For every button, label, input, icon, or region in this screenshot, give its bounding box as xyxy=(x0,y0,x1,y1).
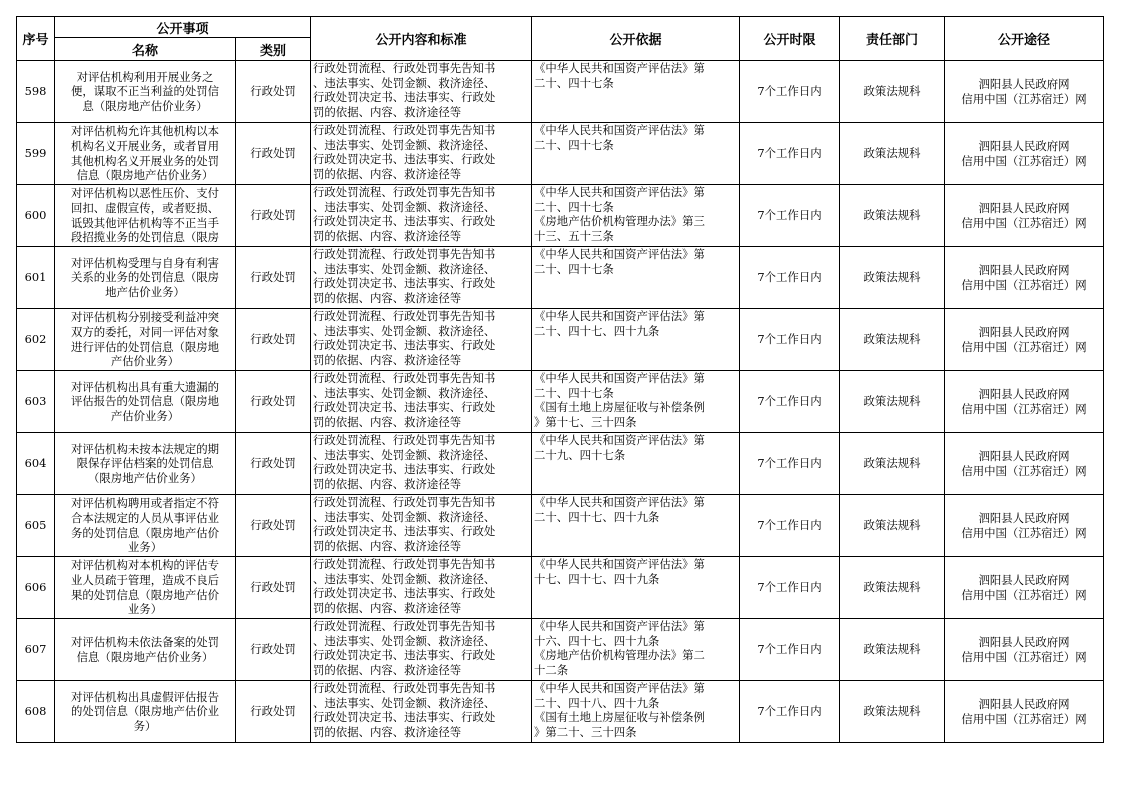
cell-channel xyxy=(945,557,1104,619)
cell-time-limit: 7个工作日内 xyxy=(740,619,840,681)
cell-name-text: 对评估机构出具虚假评估报告 的处罚信息（限房地产估价业 务） xyxy=(70,689,220,733)
cell-basis xyxy=(532,433,740,495)
cell-basis xyxy=(532,123,740,185)
cell-content-text: 行政处罚流程、行政处罚事先告知书 、违法事实、处罚金额、救济途径、 行政处罚决定书、违法事实、行政处 罚的依据、内容、救济途径等 xyxy=(313,371,496,429)
cell-channel xyxy=(945,61,1104,123)
cell-content-text: 行政处罚流程、行政处罚事先告知书 、违法事实、处罚金额、救济途径、 行政处罚决定书、违法事实、行政处 罚的依据、内容、救济途径等 xyxy=(313,309,496,367)
cell-name-text: 对评估机构未按本法规定的期 限保存评估档案的处罚信息 （限房地产估价业务） xyxy=(70,441,220,485)
cell-category: 行政处罚 xyxy=(236,619,311,681)
cell-dept: 政策法规科 xyxy=(840,557,945,619)
cell-channel xyxy=(945,185,1104,247)
table-row xyxy=(17,247,1104,309)
header-basis: 公开依据 xyxy=(532,17,740,61)
cell-content-text: 行政处罚流程、行政处罚事先告知书 、违法事实、处罚金额、救济途径、 行政处罚决定书、违法事实、行政处 罚的依据、内容、救济途径等 xyxy=(313,433,496,491)
cell-seq: 608 xyxy=(17,681,55,743)
cell-channel xyxy=(945,309,1104,371)
cell-name-text: 对评估机构对本机构的评估专 业人员疏于管理，造成不良后 果的处罚信息（限房地产估价 业务） xyxy=(70,558,220,617)
cell-dept: 政策法规科 xyxy=(840,433,945,495)
cell-seq: 603 xyxy=(17,371,55,433)
cell-name xyxy=(55,495,236,557)
header-content: 公开内容和标准 xyxy=(311,17,532,61)
cell-basis-text: 《中华人民共和国资产评估法》第 二十、四十七、四十九条 xyxy=(534,495,705,524)
table-row xyxy=(17,309,1104,371)
cell-content-text: 行政处罚流程、行政处罚事先告知书 、违法事实、处罚金额、救济途径、 行政处罚决定书、违法事实、行政处 罚的依据、内容、救济途径等 xyxy=(313,557,496,615)
cell-basis xyxy=(532,619,740,681)
cell-time-limit: 7个工作日内 xyxy=(740,185,840,247)
cell-content-text: 行政处罚流程、行政处罚事先告知书 、违法事实、处罚金额、救济途径、 行政处罚决定书、违法事实、行政处 罚的依据、内容、救济途径等 xyxy=(313,247,496,305)
cell-dept: 政策法规科 xyxy=(840,185,945,247)
cell-basis xyxy=(532,185,740,247)
cell-basis-text: 《中华人民共和国资产评估法》第 二十、四十七条 xyxy=(534,123,705,152)
table-row xyxy=(17,123,1104,185)
cell-category: 行政处罚 xyxy=(236,185,311,247)
cell-content xyxy=(311,247,532,309)
cell-content xyxy=(311,123,532,185)
header-category: 类别 xyxy=(236,38,311,61)
cell-content-text: 行政处罚流程、行政处罚事先告知书 、违法事实、处罚金额、救济途径、 行政处罚决定书、违法事实、行政处 罚的依据、内容、救济途径等 xyxy=(313,123,496,181)
cell-channel xyxy=(945,371,1104,433)
cell-time-limit: 7个工作日内 xyxy=(740,61,840,123)
cell-dept: 政策法规科 xyxy=(840,371,945,433)
cell-name xyxy=(55,185,236,247)
cell-basis xyxy=(532,557,740,619)
cell-content xyxy=(311,681,532,743)
cell-channel xyxy=(945,495,1104,557)
cell-basis xyxy=(532,61,740,123)
cell-dept: 政策法规科 xyxy=(840,309,945,371)
cell-seq: 605 xyxy=(17,495,55,557)
cell-content-text: 行政处罚流程、行政处罚事先告知书 、违法事实、处罚金额、救济途径、 行政处罚决定书、违法事实、行政处 罚的依据、内容、救济途径等 xyxy=(313,619,496,677)
cell-content xyxy=(311,619,532,681)
cell-name xyxy=(55,371,236,433)
cell-dept: 政策法规科 xyxy=(840,495,945,557)
cell-channel-text: 泗阳县人民政府网 信用中国（江苏宿迁）网 xyxy=(961,324,1087,354)
cell-category: 行政处罚 xyxy=(236,61,311,123)
cell-dept: 政策法规科 xyxy=(840,61,945,123)
cell-channel-text: 泗阳县人民政府网 信用中国（江苏宿迁）网 xyxy=(961,448,1087,478)
cell-content xyxy=(311,433,532,495)
cell-dept: 政策法规科 xyxy=(840,619,945,681)
cell-time-limit: 7个工作日内 xyxy=(740,557,840,619)
cell-channel-text: 泗阳县人民政府网 信用中国（江苏宿迁）网 xyxy=(961,634,1087,664)
cell-seq: 601 xyxy=(17,247,55,309)
cell-time-limit: 7个工作日内 xyxy=(740,371,840,433)
header-seq: 序号 xyxy=(17,17,55,61)
cell-name-text: 对评估机构受理与自身有利害 关系的业务的处罚信息（限房 地产估价业务） xyxy=(70,255,220,299)
cell-dept: 政策法规科 xyxy=(840,247,945,309)
cell-dept: 政策法规科 xyxy=(840,123,945,185)
table-row xyxy=(17,619,1104,681)
cell-basis-text: 《中华人民共和国资产评估法》第 十七、四十七、四十九条 xyxy=(534,557,705,586)
cell-channel xyxy=(945,123,1104,185)
cell-name-text: 对评估机构分别接受利益冲突 双方的委托，对同一评估对象 进行评估的处罚信息（限房地 产估价业务） xyxy=(70,310,220,369)
cell-name xyxy=(55,61,236,123)
cell-channel-text: 泗阳县人民政府网 信用中国（江苏宿迁）网 xyxy=(961,138,1087,168)
cell-basis xyxy=(532,371,740,433)
cell-name xyxy=(55,433,236,495)
cell-basis-text: 《中华人民共和国资产评估法》第 二十、四十七条 《房地产估价机构管理办法》第三 十三、五十三条 xyxy=(534,185,705,243)
cell-name xyxy=(55,681,236,743)
table-row xyxy=(17,61,1104,123)
cell-time-limit: 7个工作日内 xyxy=(740,123,840,185)
cell-name-text: 对评估机构允许其他机构以本 机构名义开展业务，或者冒用 其他机构名义开展业务的处罚 信息（限房地产估价业务） xyxy=(70,124,220,183)
cell-content xyxy=(311,557,532,619)
cell-basis xyxy=(532,247,740,309)
header-dept: 责任部门 xyxy=(840,17,945,61)
cell-channel-text: 泗阳县人民政府网 信用中国（江苏宿迁）网 xyxy=(961,200,1087,230)
cell-seq: 602 xyxy=(17,309,55,371)
cell-time-limit: 7个工作日内 xyxy=(740,247,840,309)
cell-seq: 606 xyxy=(17,557,55,619)
cell-time-limit: 7个工作日内 xyxy=(740,681,840,743)
header-name: 名称 xyxy=(55,38,236,61)
header-time-limit: 公开时限 xyxy=(740,17,840,61)
table-row xyxy=(17,495,1104,557)
cell-category: 行政处罚 xyxy=(236,309,311,371)
cell-seq: 607 xyxy=(17,619,55,681)
cell-channel xyxy=(945,681,1104,743)
table-row xyxy=(17,681,1104,743)
cell-name-text: 对评估机构以恶性压价、支付 回扣、虚假宣传，或者贬损、 诋毁其他评估机构等不正当手 段招揽业务的处罚信息（限房 xyxy=(70,186,220,245)
cell-seq: 599 xyxy=(17,123,55,185)
cell-time-limit: 7个工作日内 xyxy=(740,495,840,557)
cell-channel-text: 泗阳县人民政府网 信用中国（江苏宿迁）网 xyxy=(961,696,1087,726)
cell-category: 行政处罚 xyxy=(236,681,311,743)
cell-name xyxy=(55,309,236,371)
cell-basis-text: 《中华人民共和国资产评估法》第 二十、四十七、四十九条 xyxy=(534,309,705,338)
table-row xyxy=(17,433,1104,495)
table-row xyxy=(17,185,1104,247)
cell-content xyxy=(311,185,532,247)
cell-basis xyxy=(532,681,740,743)
cell-content xyxy=(311,371,532,433)
cell-content-text: 行政处罚流程、行政处罚事先告知书 、违法事实、处罚金额、救济途径、 行政处罚决定书、违法事实、行政处 罚的依据、内容、救济途径等 xyxy=(313,495,496,553)
cell-category: 行政处罚 xyxy=(236,371,311,433)
cell-seq: 600 xyxy=(17,185,55,247)
cell-channel-text: 泗阳县人民政府网 信用中国（江苏宿迁）网 xyxy=(961,386,1087,416)
cell-category: 行政处罚 xyxy=(236,495,311,557)
cell-basis xyxy=(532,495,740,557)
cell-category: 行政处罚 xyxy=(236,247,311,309)
cell-channel-text: 泗阳县人民政府网 信用中国（江苏宿迁）网 xyxy=(961,76,1087,106)
cell-channel xyxy=(945,619,1104,681)
cell-channel-text: 泗阳县人民政府网 信用中国（江苏宿迁）网 xyxy=(961,262,1087,292)
cell-seq: 604 xyxy=(17,433,55,495)
cell-category: 行政处罚 xyxy=(236,123,311,185)
cell-channel-text: 泗阳县人民政府网 信用中国（江苏宿迁）网 xyxy=(961,572,1087,602)
cell-channel xyxy=(945,433,1104,495)
cell-name xyxy=(55,557,236,619)
table-row xyxy=(17,557,1104,619)
disclosure-table xyxy=(16,16,1104,743)
cell-name xyxy=(55,247,236,309)
cell-name xyxy=(55,123,236,185)
cell-basis-text: 《中华人民共和国资产评估法》第 二十、四十七条 xyxy=(534,61,705,90)
cell-seq: 598 xyxy=(17,61,55,123)
cell-basis-text: 《中华人民共和国资产评估法》第 二十、四十八、四十九条 《国有土地上房屋征收与补偿条例 》第二十、三十四条 xyxy=(534,681,705,739)
cell-content-text: 行政处罚流程、行政处罚事先告知书 、违法事实、处罚金额、救济途径、 行政处罚决定书、违法事实、行政处 罚的依据、内容、救济途径等 xyxy=(313,61,496,119)
cell-content-text: 行政处罚流程、行政处罚事先告知书 、违法事实、处罚金额、救济途径、 行政处罚决定书、违法事实、行政处 罚的依据、内容、救济途径等 xyxy=(313,681,496,739)
cell-content xyxy=(311,309,532,371)
header-channel: 公开途径 xyxy=(945,17,1104,61)
cell-name-text: 对评估机构未依法备案的处罚 信息（限房地产估价业务） xyxy=(70,634,220,664)
cell-time-limit: 7个工作日内 xyxy=(740,433,840,495)
header-group: 公开事项 xyxy=(55,17,311,38)
table-row xyxy=(17,371,1104,433)
cell-name-text: 对评估机构聘用或者指定不符 合本法规定的人员从事评估业 务的处罚信息（限房地产估价 业务） xyxy=(70,496,220,555)
cell-channel xyxy=(945,247,1104,309)
cell-content-text: 行政处罚流程、行政处罚事先告知书 、违法事实、处罚金额、救济途径、 行政处罚决定书、违法事实、行政处 罚的依据、内容、救济途径等 xyxy=(313,185,496,243)
cell-name xyxy=(55,619,236,681)
cell-time-limit: 7个工作日内 xyxy=(740,309,840,371)
cell-basis-text: 《中华人民共和国资产评估法》第 十六、四十七、四十九条 《房地产估价机构管理办法》第二 十二条 xyxy=(534,619,705,677)
cell-name-text: 对评估机构利用开展业务之 便，谋取不正当利益的处罚信 息（限房地产估价业务） xyxy=(70,69,220,113)
cell-name-text: 对评估机构出具有重大遗漏的 评估报告的处罚信息（限房地 产估价业务） xyxy=(70,379,220,423)
cell-dept: 政策法规科 xyxy=(840,681,945,743)
cell-basis xyxy=(532,309,740,371)
cell-content xyxy=(311,495,532,557)
cell-content xyxy=(311,61,532,123)
cell-basis-text: 《中华人民共和国资产评估法》第 二十九、四十七条 xyxy=(534,433,705,462)
cell-channel-text: 泗阳县人民政府网 信用中国（江苏宿迁）网 xyxy=(961,510,1087,540)
cell-category: 行政处罚 xyxy=(236,557,311,619)
cell-category: 行政处罚 xyxy=(236,433,311,495)
cell-basis-text: 《中华人民共和国资产评估法》第 二十、四十七条 《国有土地上房屋征收与补偿条例 》第十七、三十四条 xyxy=(534,371,705,429)
cell-basis-text: 《中华人民共和国资产评估法》第 二十、四十七条 xyxy=(534,247,705,276)
